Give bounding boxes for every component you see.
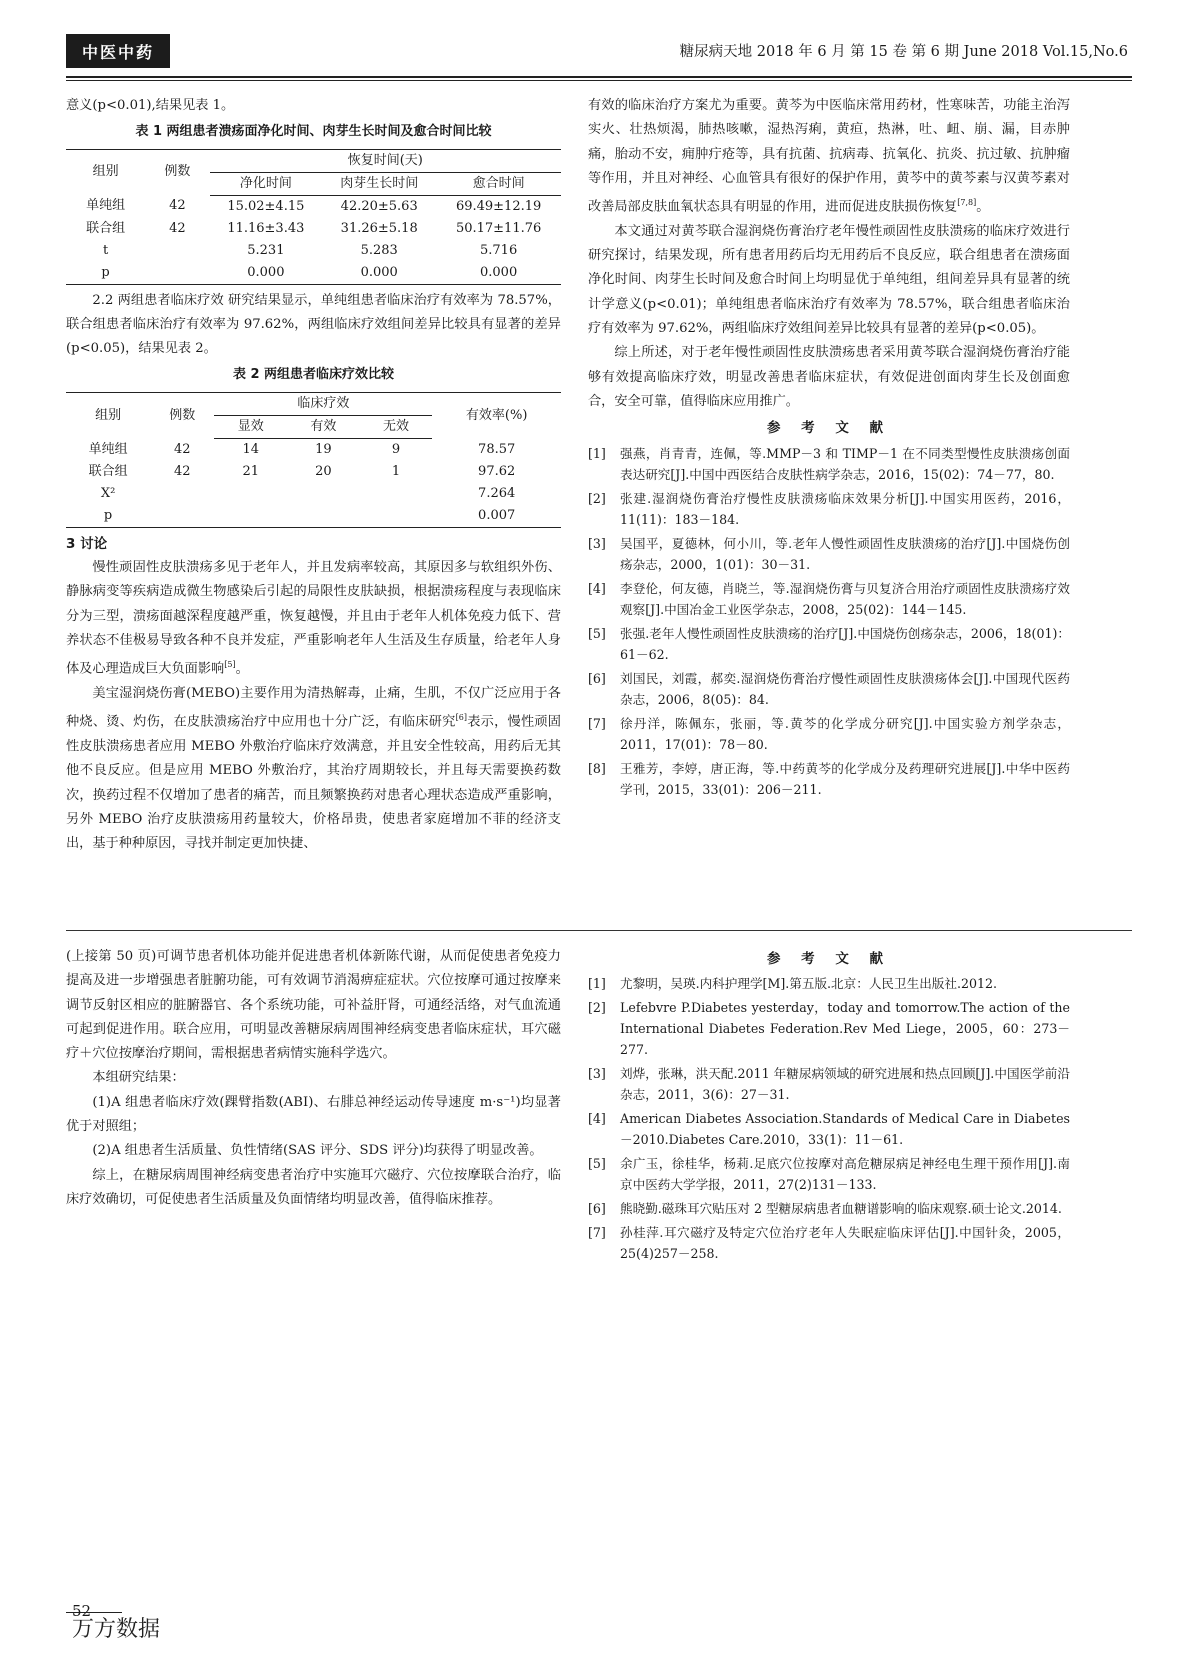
cell: 69.49±12.19 [455, 198, 542, 214]
ref-number: [6] [588, 670, 606, 686]
cell: p [66, 262, 145, 285]
ref-number: [5] [588, 1156, 606, 1172]
ref-number: [6] [588, 1201, 606, 1217]
cell: 20 [315, 463, 332, 479]
cell: 42 [174, 463, 191, 479]
right-column [588, 94, 1070, 803]
ref-text: 王雅芳，李婷，唐正海，等.中药黄芩的化学成分及药理研究进展[J].中华中医药学刊，2015，33(01)：206－211. [620, 760, 1070, 797]
ref-number: [7] [588, 1225, 606, 1241]
cell: 19 [315, 441, 332, 457]
cell: t [102, 242, 109, 258]
discussion-para-1 [66, 556, 561, 682]
ref-number: [4] [588, 580, 606, 596]
punct: 。 [235, 661, 249, 677]
citation: [6] [455, 713, 467, 723]
reference-item [588, 1198, 1070, 1219]
cell: 50.17±11.76 [455, 220, 542, 236]
ref-text: 刘国民，刘霞，郝奕.湿润烧伤膏治疗慢性顽固性皮肤溃疡体会[J].中国现代医药杂志，2006，8(05)：84. [620, 670, 1070, 707]
discussion-para-2 [66, 682, 561, 856]
cell: 0.007 [432, 505, 561, 528]
reference-item [588, 973, 1070, 994]
table-row [66, 240, 561, 262]
table1 [66, 149, 561, 285]
table1-h-c1: 净化时间 [210, 172, 323, 195]
reference-item [588, 1108, 1070, 1150]
table2-caption: 表 2 两组患者临床疗效比较 [232, 367, 395, 383]
result-2: (2)A 组患者生活质量、负性情绪(SAS 评分、SDS 评分)均获得了明显改善。 [92, 1143, 543, 1159]
wanfang-logo: 万方数据 [72, 1617, 161, 1642]
cell: 联合组 [88, 463, 128, 479]
cell: 5.231 [247, 242, 285, 258]
cell: 7.264 [478, 485, 516, 501]
ref-number: [4] [588, 1111, 606, 1127]
ref-number: [5] [588, 625, 606, 641]
article-divider [66, 930, 1132, 931]
cell: 42 [174, 441, 191, 457]
table-row [66, 195, 561, 218]
table1-h-c3: 愈合时间 [436, 172, 561, 195]
cell: 42 [169, 220, 186, 236]
ref-text: 吴国平，夏德林，何小川，等.老年人慢性顽固性皮肤溃疡的治疗[J].中国烧伤创疡杂志，2000，1(01)：30－31. [620, 535, 1070, 572]
ref-text: 余广玉，徐桂华，杨莉.足底穴位按摩对高危糖尿病足神经电生理干预作用[J].南京中医药大学学报，2011，27(2)131－133. [620, 1156, 1070, 1193]
results-intro: 本组研究结果： [92, 1070, 185, 1086]
cell [145, 262, 209, 285]
table2-h-e2: 有效 [287, 415, 360, 438]
cell: 14 [242, 441, 260, 457]
cell: 78.57 [478, 441, 516, 457]
continued-references-column [588, 945, 1070, 1267]
reference-item [588, 713, 1070, 755]
ref-text: 张强.老年人慢性顽固性皮肤溃疡的治疗[J].中国烧伤创疡杂志，2006，18(01)：61－62. [620, 625, 1070, 662]
cell: 0.000 [210, 262, 323, 285]
cell [287, 483, 360, 505]
right-para-2: 本文通过对黄芩联合湿润烧伤膏治疗老年慢性顽固性皮肤溃疡的临床疗效进行研究探讨，结果发现，所有患者用药后均无用药后不良反应，联合组患者在溃疡面净化时间、肉芽生长时间及愈合时间上均明显优于单纯组，组间差异具有显著的统计学意义(p<0.01)；单纯组患者临床治疗有效率为 78.57%，联合组患者临床治疗有效率为 97.62%，两组临床疗效组间差异比较具有显著的差异(p<0.05)。 [588, 223, 1070, 337]
reference-item [588, 997, 1070, 1060]
ref-number: [1] [588, 445, 606, 461]
ref-number: [7] [588, 715, 606, 731]
ref-text: 尤黎明，吴瑛.内科护理学[M].第五版.北京：人民卫生出版社.2012. [620, 976, 998, 992]
reference-item [588, 1153, 1070, 1195]
page-number: 52 [72, 1602, 92, 1620]
section-3-heading: 3 讨论 [66, 535, 108, 552]
ref-number: [8] [588, 760, 606, 776]
cell [360, 483, 433, 505]
reference-item [588, 443, 1070, 485]
section-2-2: 2.2 两组患者临床疗效 研究结果显示，单纯组患者临床治疗有效率为 78.57%，联合组患者临床治疗有效率为 97.62%，两组临床疗效组间差异比较具有显著的差异(p<0.05)，结果见表 2。 [66, 292, 561, 357]
cell: 0.000 [436, 262, 561, 285]
table2-h-cases: 例数 [150, 392, 214, 438]
cell: 0.000 [322, 262, 436, 285]
ref-number: [1] [588, 976, 606, 992]
cell [360, 505, 433, 528]
cell: 单纯组 [86, 198, 126, 214]
reference-item [588, 668, 1070, 710]
cell: 31.26±5.18 [340, 220, 418, 236]
ref-number: [2] [588, 1000, 606, 1016]
cell [150, 505, 214, 528]
intro-line: 意义(p<0.01),结果见表 1。 [66, 98, 235, 113]
ref-text: 熊晓勤.磁珠耳穴贴压对 2 型糖尿病患者血糖谱影响的临床观察.硕士论文.2014. [620, 1201, 1062, 1217]
cell: 97.62 [478, 463, 516, 479]
table1-h-cases: 例数 [145, 149, 209, 195]
cell: 5.283 [360, 242, 398, 258]
ref-text: American Diabetes Association.Standards of Medical Care in Diabetes－2010.Diabetes Care.2010，33(1)：11－61. [620, 1111, 1070, 1148]
cell: 1 [391, 463, 401, 479]
ref-number: [3] [588, 1066, 606, 1082]
table1-caption: 表 1 两组患者溃疡面净化时间、肉芽生长时间及愈合时间比较 [135, 124, 492, 140]
ref-text: 张建.湿润烧伤膏治疗慢性皮肤溃疡临床效果分析[J].中国实用医药，2016，11(11)：183－184. [620, 490, 1070, 527]
cell: 5.716 [480, 242, 518, 258]
cell [150, 483, 214, 505]
table-row [66, 505, 561, 528]
cell [145, 240, 209, 262]
continued-para: (上接第 50 页)可调节患者机体功能并促进患者机体新陈代谢，从而促使患者免疫力提高及进一步增强患者脏腑功能，可有效调节消渴痹症症状。穴位按摩可通过按摩来调节反射区相应的脏腑器官、各个系统功能，可补益肝肾，可通经活络，对气血流通可起到促进作用。联合应用，可明显改善糖尿病周围神经病变患者临床症状，耳穴磁疗＋穴位按摩治疗期间，需根据患者病情实施科学选穴。 [66, 949, 561, 1062]
ref-text: 刘烨，张琳，洪天配.2011 年糖尿病领域的研究进展和热点回顾[J].中国医学前沿杂志，2011，3(6)：27－31. [620, 1066, 1070, 1103]
header-rule-thin [66, 80, 1132, 81]
table-row [66, 461, 561, 483]
table1-h-recovery: 恢复时间(天) [210, 149, 561, 172]
table2-h-rate: 有效率(%) [432, 392, 561, 438]
result-1: (1)A 组患者临床疗效(踝臂指数(ABI)、右腓总神经运动传导速度 m·s⁻¹)均显著优于对照组； [66, 1094, 561, 1135]
header-rule [66, 76, 1132, 78]
references-heading-2: 参 考 文 献 [766, 951, 892, 967]
table2-h-eff: 临床疗效 [214, 392, 432, 415]
cell: 9 [391, 441, 401, 457]
conclusion-para: 综上所述，对于老年慢性顽固性皮肤溃疡患者采用黄芩联合湿润烧伤膏治疗能够有效提高临床疗效，明显改善患者临床症状，有效促进创面肉芽生长及创面愈合，安全可靠，值得临床应用推广。 [588, 345, 1070, 409]
reference-list [588, 443, 1070, 800]
cell: 21 [242, 463, 260, 479]
cell [214, 483, 287, 505]
references-heading: 参 考 文 献 [766, 420, 892, 437]
table-row [66, 438, 561, 461]
table2 [66, 392, 561, 528]
cell [287, 505, 360, 528]
ref-text: 徐丹洋，陈佩东，张丽，等.黄芩的化学成分研究[J].中国实验方剂学杂志，2011，17(01)：78－80. [620, 715, 1070, 752]
ref-number: [2] [588, 490, 606, 506]
table1-h-group: 组别 [66, 149, 145, 195]
cell: 联合组 [86, 220, 126, 236]
cell: 11.16±3.43 [227, 220, 305, 236]
reference-item [588, 488, 1070, 530]
cell: p [66, 505, 150, 528]
ref-text: 李登伦，何友德，肖晓兰，等.湿润烧伤膏与贝复济合用治疗顽固性皮肤溃疡疗效观察[J].中国冶金工业医学杂志，2008，25(02)：144－145. [620, 580, 1070, 617]
cell: 15.02±4.15 [227, 198, 305, 214]
cell: 42 [169, 198, 186, 214]
body-text: 有效的临床治疗方案尤为重要。黄芩为中医临床常用药材，性寒味苦，功能主治泻实火、壮热烦渴，肺热咳嗽，湿热泻痢，黄疸，热淋，吐、衄、崩、漏，目赤肿痛，胎动不安，痈肿疔疮等，具有抗菌、抗病毒、抗氧化、抗炎、抗过敏、抗肿瘤等作用，并且对神经、心血管具有很好的保护作用，黄芩中的黄芩素与汉黄芩素对改善局部皮肤血氧状态具有明显的作用，进而促进皮肤损伤恢复 [588, 98, 1070, 215]
ref-text: 孙桂萍.耳穴磁疗及特定穴位治疗老年人失眠症临床评估[J].中国针灸，2005，25(4)257－258. [620, 1225, 1070, 1262]
right-para-1 [588, 94, 1070, 220]
reference-item [588, 1063, 1070, 1105]
citation: [5] [224, 660, 236, 670]
table2-h-e3: 无效 [360, 415, 433, 438]
cell [214, 505, 287, 528]
discussion-text: 美宝湿润烧伤膏(MEBO)主要作用为清热解毒，止痛，生肌，不仅广泛应用于各种烧、烫、灼伤，在皮肤溃疡治疗中应用也十分广泛，有临床研究 [66, 685, 561, 730]
table2-h-e1: 显效 [214, 415, 287, 438]
reference-list-2 [588, 973, 1070, 1264]
cell: X² [100, 485, 116, 501]
citation: [7,8] [957, 198, 977, 208]
reference-item [588, 1222, 1070, 1264]
discussion-text: 表示，慢性顽固性皮肤溃疡患者应用 MEBO 外敷治疗临床疗效满意，并且安全性较高，用药后无其他不良反应。但是应用 MEBO 外敷治疗，其治疗周期较长，并且每天需要换药数次，换药过程不仅增加了患者的痛苦，而且频繁换药对患者心理状态造成严重影响，另外 MEBO 治疗皮肤溃疡用药量较大，价格昂贵，使患者家庭增加不菲的经济支出，基于种种原因，寻找并制定更加快捷、 [66, 714, 561, 852]
left-column [66, 94, 561, 856]
reference-item [588, 578, 1070, 620]
continued-article-column [66, 945, 561, 1212]
reference-item [588, 758, 1070, 800]
punct: 。 [976, 199, 990, 215]
journal-header: 糖尿病天地 2018 年 6 月 第 15 卷 第 6 期 June 2018 Vol.15,No.6 [679, 44, 1128, 60]
ref-number: [3] [588, 535, 606, 551]
conclusion-para-2: 综上，在糖尿病周围神经病变患者治疗中实施耳穴磁疗、穴位按摩联合治疗，临床疗效确切，可促使患者生活质量及负面情绪均明显改善，值得临床推荐。 [66, 1167, 561, 1207]
ref-text: 强燕，肖青青，连佩，等.MMP－3 和 TIMP－1 在不同类型慢性皮肤溃疡创面表达研究[J].中国中西医结合皮肤性病学杂志，2016，15(02)：74－77，80. [620, 445, 1070, 482]
ref-text: Lefebvre P.Diabetes yesterday，today and tomorrow.The action of the International Diabetes Federation.Rev Med Liege，2005，60：273－277. [620, 1000, 1070, 1058]
reference-item [588, 533, 1070, 575]
table-row [66, 262, 561, 285]
table-row [66, 218, 561, 240]
discussion-text: 慢性顽固性皮肤溃疡多见于老年人，并且发病率较高，其原因多与软组织外伤、静脉病变等疾病造成微生物感染后引起的局限性皮肤缺损，根据溃疡程度与表现临床分为三型，溃疡面越深程度越严重，恢复越慢，并且由于老年人机体免疫力低下、营养状态不佳极易导致各种不良并发症，严重影响老年人生活及生存质量，给老年人身体及心理造成巨大负面影响 [66, 560, 561, 677]
reference-item [588, 623, 1070, 665]
table2-h-group: 组别 [66, 392, 150, 438]
table-row [66, 483, 561, 505]
cell: 单纯组 [88, 441, 128, 457]
cell: 42.20±5.63 [340, 198, 418, 214]
table1-h-c2: 肉芽生长时间 [322, 172, 436, 195]
section-badge: 中医中药 [66, 34, 170, 68]
